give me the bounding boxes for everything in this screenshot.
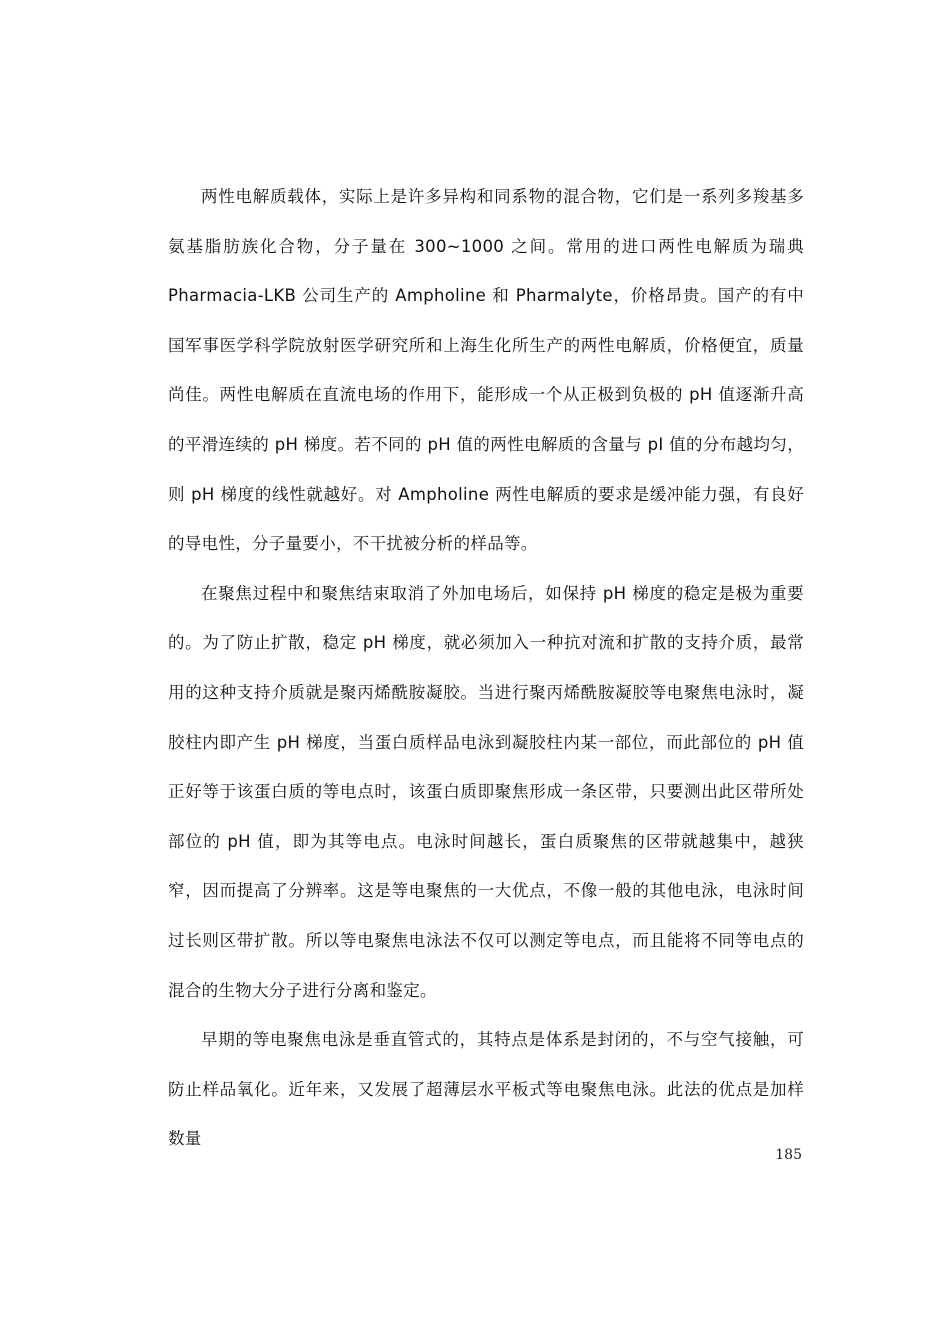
paragraph-2: 在聚焦过程中和聚焦结束取消了外加电场后，如保持 pH 梯度的稳定是极为重要的。为了防止扩散，稳定 pH 梯度，就必须加入一种抗对流和扩散的支持介质，最常用的这种支持介质就是聚丙烯酰胺凝胶。当进行聚丙烯酰胺凝胶等电聚焦电泳时，凝胶柱内即产生 pH 梯度，当蛋白质样品电泳到凝胶柱内某一部位，而此部位的 pH 值正好等于该蛋白质的等电点时，该蛋白质即聚焦形成一条区带，只要测出此区带所处部位的 pH 值，即为其等电点。电泳时间越长，蛋白质聚焦的区带就越集中，越狭窄，因而提高了分辨率。这是等电聚焦的一大优点，不像一般的其他电泳，电泳时间过长则区带扩散。所以等电聚焦电泳法不仅可以测定等电点，而且能将不同等电点的混合的生物大分子进行分离和鉴定。 [168, 583, 804, 1000]
paragraph-3: 早期的等电聚焦电泳是垂直管式的，其特点是体系是封闭的，不与空气接触，可防止样品氧化。近年来，又发展了超薄层水平板式等电聚焦电泳。此法的优点是加样数量 [168, 1030, 804, 1149]
page-number: 185 [775, 1147, 802, 1163]
paragraph-1: 两性电解质载体，实际上是许多异构和同系物的混合物，它们是一系列多羧基多氨基脂肪族化合物，分子量在 300~1000 之间。常用的进口两性电解质为瑞典 Pharmacia-LKB 公司生产的 Ampholine 和 Pharmalyte，价格昂贵。国产的有中国军事医学科学院放射医学研究所和上海生化所生产的两性电解质，价格便宜，质量尚佳。两性电解质在直流电场的作用下，能形成一个从正极到负极的 pH 值逐渐升高的平滑连续的 pH 梯度。若不同的 pH 值的两性电解质的含量与 pI 值的分布越均匀，则 pH 梯度的线性就越好。对 Ampholine 两性电解质的要求是缓冲能力强，有良好的导电性，分子量要小，不干扰被分析的样品等。 [168, 187, 804, 554]
body-text [168, 172, 804, 1164]
